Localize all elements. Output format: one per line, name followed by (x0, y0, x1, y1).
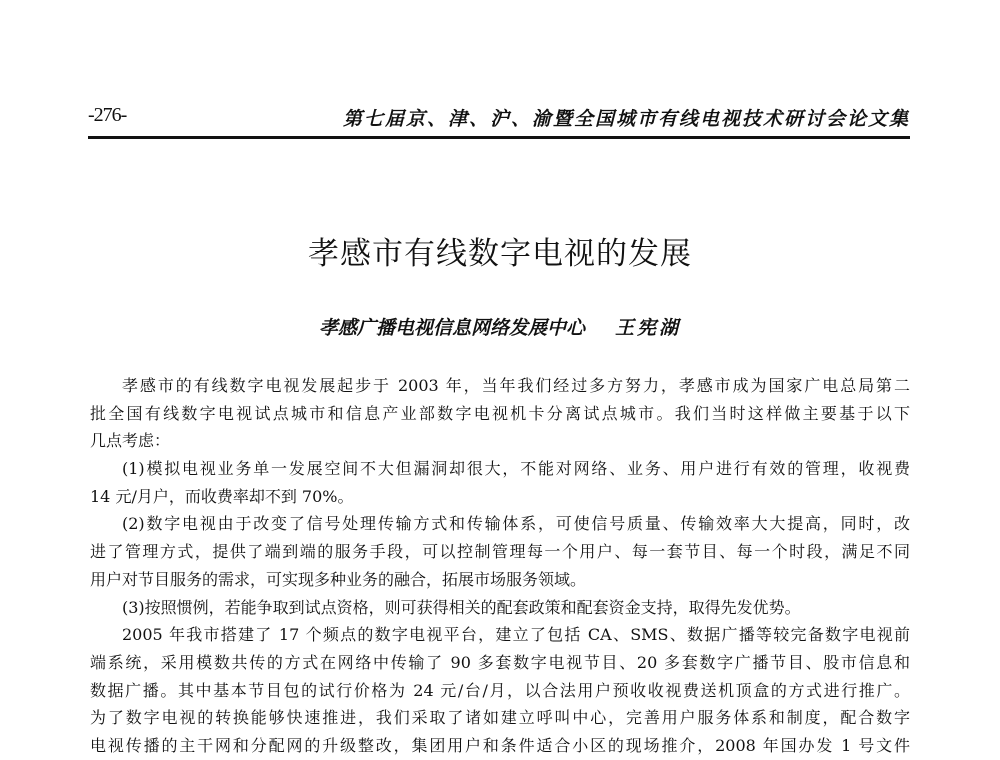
author-line (0, 313, 1000, 340)
body-text-line: 几点考虑： (90, 431, 171, 451)
body-text-line: 14 元/月户，而收费率却不到 70%。 (90, 486, 354, 506)
header-rule (88, 136, 910, 139)
body-text-line: (3)按照惯例，若能争取到试点资格，则可获得相关的配套政策和配套资金支持，取得先发优势。 (122, 597, 801, 617)
affiliation: 孝感广播电视信息网络发展中心 (318, 317, 585, 339)
body-text-line: 数据广播。其中基本节目包的试行价格为 24 元/台/月，以合法用户预收收视费送机顶盒的方式进行推广。 (90, 680, 910, 700)
body-text-line: 端系统，采用模数共传的方式在网络中传输了 90 多套数字电视节目、20 多套数字广播节目、股市信息和 (90, 652, 910, 672)
article-body (90, 372, 910, 760)
body-text-line: 孝感市的有线数字电视发展起步于 2003 年，当年我们经过多方努力，孝感市成为国家广电总局第二 (122, 376, 910, 395)
body-text-line: 电视传播的主干网和分配网的升级整改，集团用户和条件适合小区的现场推介，2008 年国办发 1 号文件 (90, 735, 910, 755)
body-text-line: 为了数字电视的转换能够快速推进，我们采取了诸如建立呼叫中心，完善用户服务体系和制度，配合数字 (90, 708, 910, 728)
body-text-line: 2005 年我市搭建了 17 个频点的数字电视平台，建立了包括 CA、SMS、数据广播等较完备数字电视前 (122, 625, 910, 645)
body-text-line: 进了管理方式，提供了端到端的服务手段，可以控制管理每一个用户、每一套节目、每一个时段，满足不同 (90, 542, 910, 562)
article-title: 孝感市有线数字电视的发展 (308, 236, 692, 272)
body-text-line: 批全国有线数字电视试点城市和信息产业部数字电视机卡分离试点城市。我们当时这样做主要基于以下 (90, 403, 910, 423)
body-text-line: (1)模拟电视业务单一发展空间不大但漏洞却很大，不能对网络、业务、用户进行有效的管理，收视费 (122, 459, 910, 479)
page-number: -276- (88, 104, 127, 126)
running-title: 第七届京、津、沪、渝暨全国城市有线电视技术研讨会论文集 (342, 108, 910, 130)
author-name: 王宪湖 (615, 317, 682, 339)
body-text-line: 用户对节目服务的需求，可实现多种业务的融合，拓展市场服务领域。 (90, 569, 587, 589)
body-text-line: (2)数字电视由于改变了信号处理传输方式和传输体系，可使信号质量、传输效率大大提高，同时，改 (122, 514, 910, 534)
